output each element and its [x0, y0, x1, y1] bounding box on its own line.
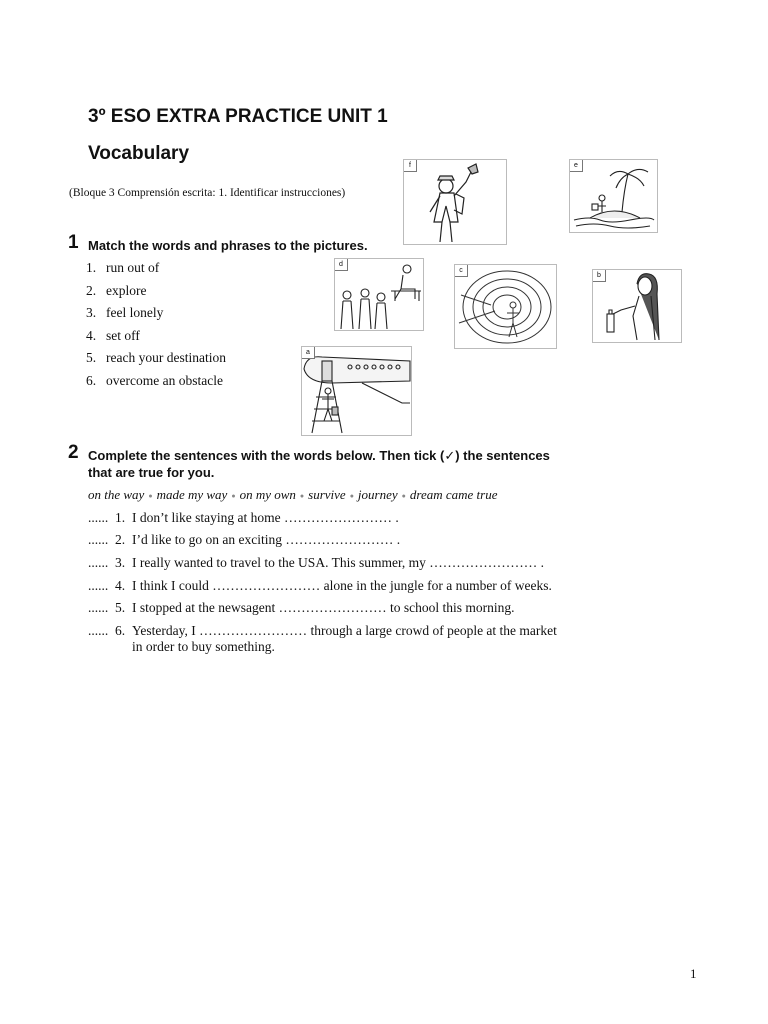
list-item: 4. set off: [86, 327, 140, 343]
word-bank-item: dream came true: [409, 487, 498, 502]
picture-c: [454, 264, 557, 349]
word-bank-item: made my way: [156, 487, 228, 502]
picture-d: [334, 258, 424, 331]
airplane-icon: [302, 347, 411, 435]
vocabulary-list: [86, 260, 226, 396]
tick-blank[interactable]: ......: [88, 600, 109, 615]
list-item: 3. feel lonely: [86, 305, 164, 321]
sentence-5: ...... 5. I stopped at the newsagent …………………… to school this morning.: [88, 600, 515, 615]
exercise-2-number: 2: [68, 442, 79, 463]
exercise-1-number: 1: [68, 232, 79, 253]
tick-blank[interactable]: ......: [88, 578, 109, 593]
tick-blank[interactable]: ......: [88, 623, 109, 638]
list-item: 6. overcome an obstacle: [86, 372, 223, 388]
word-bank-item: on my own: [239, 487, 296, 502]
people-group-icon: [335, 259, 423, 330]
picture-f: [403, 159, 507, 245]
sentence-3: ...... 3. I really wanted to travel to the USA. This summer, my …………………… .: [88, 555, 545, 570]
picture-label: c: [455, 265, 468, 277]
picture-label: e: [570, 160, 583, 172]
picture-label: d: [335, 259, 348, 271]
picture-b: [592, 269, 682, 343]
separator-dot-icon: ●: [231, 492, 236, 501]
desert-island-icon: [570, 160, 657, 232]
sentence-2: ...... 2. I’d like to go on an exciting …………………… .: [88, 532, 401, 547]
word-bank-item: on the way: [88, 487, 145, 502]
separator-dot-icon: ●: [349, 492, 354, 501]
picture-e: [569, 159, 658, 233]
word-bank: [88, 487, 497, 503]
empty-bottle-icon: [593, 270, 681, 342]
separator-dot-icon: ●: [299, 492, 305, 501]
separator-dot-icon: ●: [401, 492, 406, 501]
page-title: 3º ESO EXTRA PRACTICE UNIT 1: [88, 106, 388, 127]
explorer-waving-icon: [404, 160, 506, 244]
list-item: 1. run out of: [86, 260, 160, 275]
word-bank-item: survive: [308, 487, 346, 502]
picture-label: b: [593, 270, 606, 282]
curriculum-note: (Bloque 3 Comprensión escrita: 1. Identificar instrucciones): [69, 187, 346, 199]
sentence-4: ...... 4. I think I could …………………… alone in the jungle for a number of weeks.: [88, 578, 552, 593]
separator-dot-icon: ●: [148, 492, 153, 501]
word-bank-item: journey: [357, 487, 398, 502]
section-title: Vocabulary: [88, 143, 190, 164]
tick-blank[interactable]: ......: [88, 555, 109, 570]
exercise-2-instruction: Complete the sentences with the words below. Then tick (✓) the sentences that are true for you.: [88, 448, 550, 480]
sentence-6: ...... 6. Yesterday, I …………………… through a large crowd of people at the market in order to buy something.: [88, 623, 557, 654]
page-number: 1: [690, 966, 697, 981]
list-item: 2. explore: [86, 282, 147, 298]
sentence-1: ...... 1. I don’t like staying at home …………………… .: [88, 510, 399, 525]
list-item: 5. reach your destination: [86, 350, 226, 366]
picture-label: a: [302, 347, 315, 359]
tick-blank[interactable]: ......: [88, 532, 109, 547]
picture-a: [301, 346, 412, 436]
tick-blank[interactable]: ......: [88, 510, 109, 525]
picture-label: f: [404, 160, 417, 172]
tornado-icon: [455, 265, 556, 348]
exercise-1-instruction: Match the words and phrases to the pictures.: [88, 238, 368, 253]
